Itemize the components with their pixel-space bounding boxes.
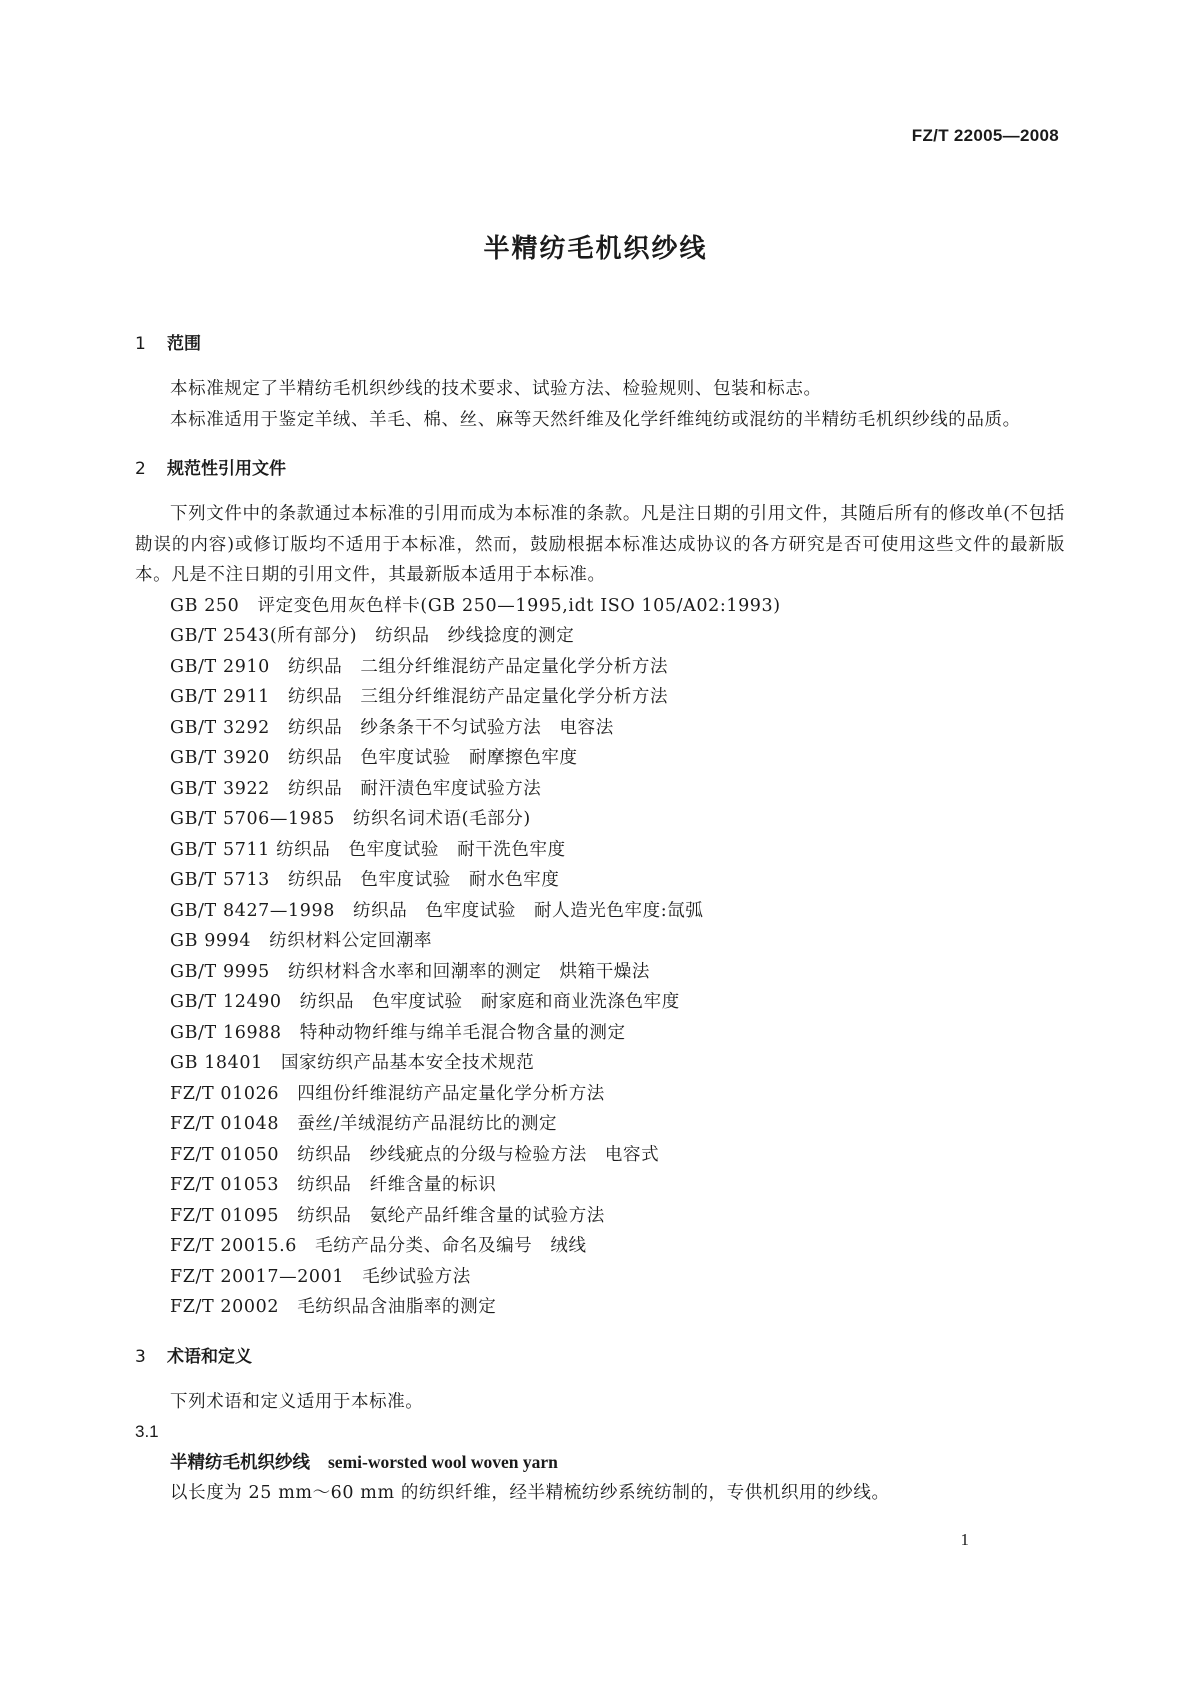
reference-item: GB/T 12490 纺织品 色牢度试验 耐家庭和商业洗涤色牢度	[170, 992, 680, 1012]
section-number: 2	[135, 459, 146, 479]
term-chinese: 半精纺毛机织纱线	[170, 1453, 310, 1473]
term-english: semi-worsted wool woven yarn	[328, 1452, 558, 1472]
subclause-number: 3.1	[135, 1422, 159, 1441]
section-heading-normative-references	[135, 455, 1065, 483]
scope-paragraph: 本标准规定了半精纺毛机织纱线的技术要求、试验方法、检验规则、包装和标志。	[170, 379, 822, 399]
reference-item: FZ/T 01048 蚕丝/羊绒混纺产品混纺比的测定	[170, 1114, 558, 1134]
reference-item: GB/T 2543(所有部分) 纺织品 纱线捻度的测定	[170, 626, 575, 646]
document-body	[135, 330, 1065, 1509]
section-title: 范围	[167, 334, 201, 354]
reference-item: FZ/T 20017—2001 毛纱试验方法	[170, 1266, 471, 1287]
reference-item: GB/T 5713 纺织品 色牢度试验 耐水色牢度	[170, 870, 560, 890]
reference-item: GB 18401 国家纺织产品基本安全技术规范	[170, 1053, 535, 1073]
reference-item: GB/T 5706—1985 纺织名词术语(毛部分)	[170, 809, 531, 829]
reference-item: FZ/T 20002 毛纺织品含油脂率的测定	[170, 1297, 497, 1317]
section-title: 规范性引用文件	[167, 459, 286, 479]
standard-code: FZ/T 22005—2008	[911, 126, 1059, 145]
reference-item: FZ/T 01095 纺织品 氨纶产品纤维含量的试验方法	[170, 1205, 605, 1226]
reference-item: FZ/T 20015.6 毛纺产品分类、命名及编号 绒线	[170, 1236, 587, 1256]
reference-item: GB/T 3922 纺织品 耐汗渍色牢度试验方法	[170, 778, 542, 799]
reference-item: GB/T 8427—1998 纺织品 色牢度试验 耐人造光色牢度:氙弧	[170, 900, 704, 921]
reference-item: FZ/T 01050 纺织品 纱线疵点的分级与检验方法 电容式	[170, 1144, 660, 1165]
reference-item: GB/T 9995 纺织材料含水率和回潮率的测定 烘箱干燥法	[170, 961, 651, 982]
reference-item: GB/T 2911 纺织品 三组分纤维混纺产品定量化学分析方法	[170, 687, 669, 707]
reference-item: GB/T 2910 纺织品 二组分纤维混纺产品定量化学分析方法	[170, 656, 669, 677]
document-title: 半精纺毛机织纱线	[483, 234, 708, 264]
references-intro-paragraph: 下列文件中的条款通过本标准的引用而成为本标准的条款。凡是注日期的引用文件，其随后所有的修改单(不包括勘误的内容)或修订版均不适用于本标准，然而，鼓励根据本标准达成协议的各方研究是否可使用这些文件的最新版本。凡是不注日期的引用文件，其最新版本适用于本标准。	[135, 504, 1065, 585]
section-heading-scope	[135, 330, 1065, 358]
reference-item: GB/T 5711 纺织品 色牢度试验 耐干洗色牢度	[170, 839, 566, 860]
reference-item: GB/T 3920 纺织品 色牢度试验 耐摩擦色牢度	[170, 748, 578, 768]
reference-item: GB/T 16988 特种动物纤维与绵羊毛混合物含量的测定	[170, 1022, 626, 1043]
terms-intro-paragraph: 下列术语和定义适用于本标准。	[170, 1391, 424, 1412]
reference-item: GB 250 评定变色用灰色样卡(GB 250—1995,idt ISO 105/A02:1993)	[170, 595, 781, 616]
reference-item: FZ/T 01026 四组份纤维混纺产品定量化学分析方法	[170, 1083, 605, 1104]
section-title: 术语和定义	[167, 1346, 252, 1367]
section-heading-terms-definitions	[135, 1343, 1065, 1371]
section-number: 3	[135, 1346, 146, 1367]
page-number: 1	[960, 1530, 969, 1549]
reference-list	[135, 591, 1065, 1323]
term-entry	[135, 1447, 1065, 1478]
term-definition: 以长度为 25 mm～60 mm 的纺织纤维，经半精梳纺纱系统纺制的，专供机织用的纱线。	[170, 1483, 890, 1503]
scope-paragraph: 本标准适用于鉴定羊绒、羊毛、棉、丝、麻等天然纤维及化学纤维纯纺或混纺的半精纺毛机织纱线的品质。	[170, 409, 1021, 430]
section-number: 1	[135, 334, 146, 354]
reference-item: GB/T 3292 纺织品 纱条条干不匀试验方法 电容法	[170, 717, 614, 738]
reference-item: GB 9994 纺织材料公定回潮率	[170, 931, 433, 951]
reference-item: FZ/T 01053 纺织品 纤维含量的标识	[170, 1175, 497, 1195]
